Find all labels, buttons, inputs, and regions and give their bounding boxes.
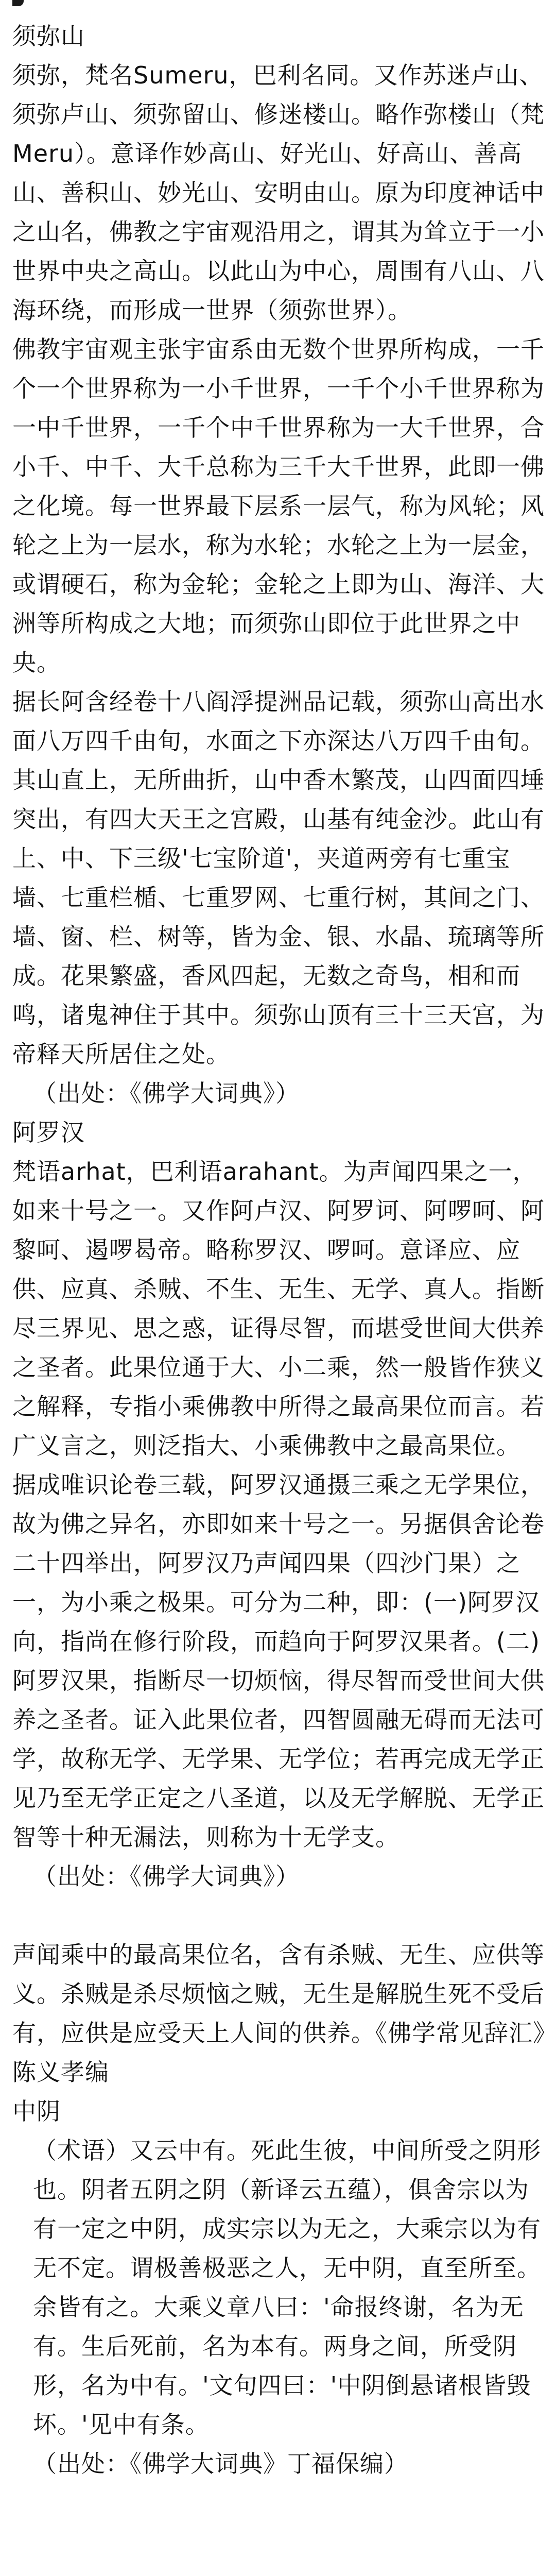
entry-source-antarabhava: （出处：《佛学大词典》丁福保编） — [33, 2450, 408, 2478]
entry-body-sumeru-2: 佛教宇宙观主张宇宙系由无数个世界所构成，一千个一个世界称为一小千世界，一千个小千世界称为一中千世界，一千个中千世界称为一大千世界，合小千、中千、大千总称为三千大千世界，此即一佛之化境。每一世界最下层系一层气，称为风轮；风轮之上为一层水，称为水轮；水轮之上为一层金，或谓硬石，称为金轮；金轮之上即为山、海洋、大洲等所构成之大地；而须弥山即位于此世界之中央。 — [12, 335, 545, 676]
cropped-glyph-fragment — [12, 0, 24, 6]
entry-body-antarabhava: （术语）又云中有。死此生彼，中间所受之阴形也。阴者五阴之阴（新译云五蕴），俱舍宗以为有一定之中阴，成实宗以为无之，大乘宗以为有无不定。谓极善极恶之人，无中阴，直至所至。余皆有之。大乘义章八曰：'命报终谢，名为无有。生后死前，名为本有。两身之间，所受阴形，名为中有。'文句四曰：'中阴倒悬诸根皆毁坏。'见中有条。 — [33, 2137, 541, 2438]
entry-body-arhat-common: 声闻乘中的最高果位名，含有杀贼、无生、应供等义。杀贼是杀尽烦恼之贼，无生是解脱生死不受后有，应供是应受天上人间的供养。《佛学常见辞汇》陈义孝编 — [12, 1941, 545, 2086]
document-page — [12, 0, 548, 2483]
entry-title-arhat: 阿罗汉 — [12, 1118, 85, 1146]
entry-body-arhat-1: 梵语arhat，巴利语arahant。为声闻四果之一，如来十号之一。又作阿卢汉、阿罗诃、阿啰呵、阿黎呵、遏啰曷帝。略称罗汉、啰呵。意译应、应供、应真、杀贼、不生、无生、无学、真人。指断尽三界见、思之惑，证得尽智，而堪受世间大供养之圣者。此果位通于大、小二乘，然一般皆作狭义之解释，专指小乘佛教中所得之最高果位而言。若广义言之，则泛指大、小乘佛教中之最高果位。 — [12, 1158, 545, 1460]
entry-body-arhat-2: 据成唯识论卷三载，阿罗汉通摄三乘之无学果位，故为佛之异名，亦即如来十号之一。另据俱舍论卷二十四举出，阿罗汉乃声闻四果（四沙门果）之一，为小乘之极果。可分为二种，即：(一)阿罗汉向，指尚在修行阶段，而趋向于阿罗汉果者。(二)阿罗汉果，指断尽一切烦恼，得尽智而受世间大供养之圣者。证入此果位者，四智圆融无碍而无法可学，故称无学、无学果、无学位；若再完成无学正见乃至无学正定之八圣道，以及无学解脱、无学正智等十种无漏法，则称为十无学支。 — [12, 1471, 545, 1851]
entry-title-antarabhava: 中阴 — [12, 2097, 61, 2125]
entry-source-arhat: （出处：《佛学大词典》） — [33, 1862, 300, 1890]
entry-body-sumeru-1: 须弥，梵名Sumeru，巴利名同。又作苏迷卢山、须弥卢山、须弥留山、修迷楼山。略作弥楼山（梵Meru）。意译作妙高山、好光山、好高山、善高山、善积山、妙光山、安明由山。原为印度神话中之山名，佛教之宇宙观沿用之，谓其为耸立于一小世界中央之高山。以此山为中心，周围有八山、八海环绕，而形成一世界（须弥世界）。 — [12, 61, 545, 324]
blank-line — [12, 1896, 548, 1935]
entry-title-sumeru: 须弥山 — [12, 22, 85, 50]
entry-source-sumeru: （出处：《佛学大词典》） — [33, 1079, 300, 1107]
entry-body-sumeru-3: 据长阿含经卷十八阎浮提洲品记载，须弥山高出水面八万四千由旬，水面之下亦深达八万四千由旬。其山直上，无所曲折，山中香木繁茂，山四面四埵突出，有四大天王之宫殿，山基有纯金沙。此山有上、中、下三级'七宝阶道'，夹道两旁有七重宝墙、七重栏楯、七重罗网、七重行树，其间之门、墙、窗、栏、树等，皆为金、银、水晶、琉璃等所成。花果繁盛，香风四起，无数之奇鸟，相和而鸣，诸鬼神住于其中。须弥山顶有三十三天宫，为帝释天所居住之处。 — [12, 688, 545, 1068]
